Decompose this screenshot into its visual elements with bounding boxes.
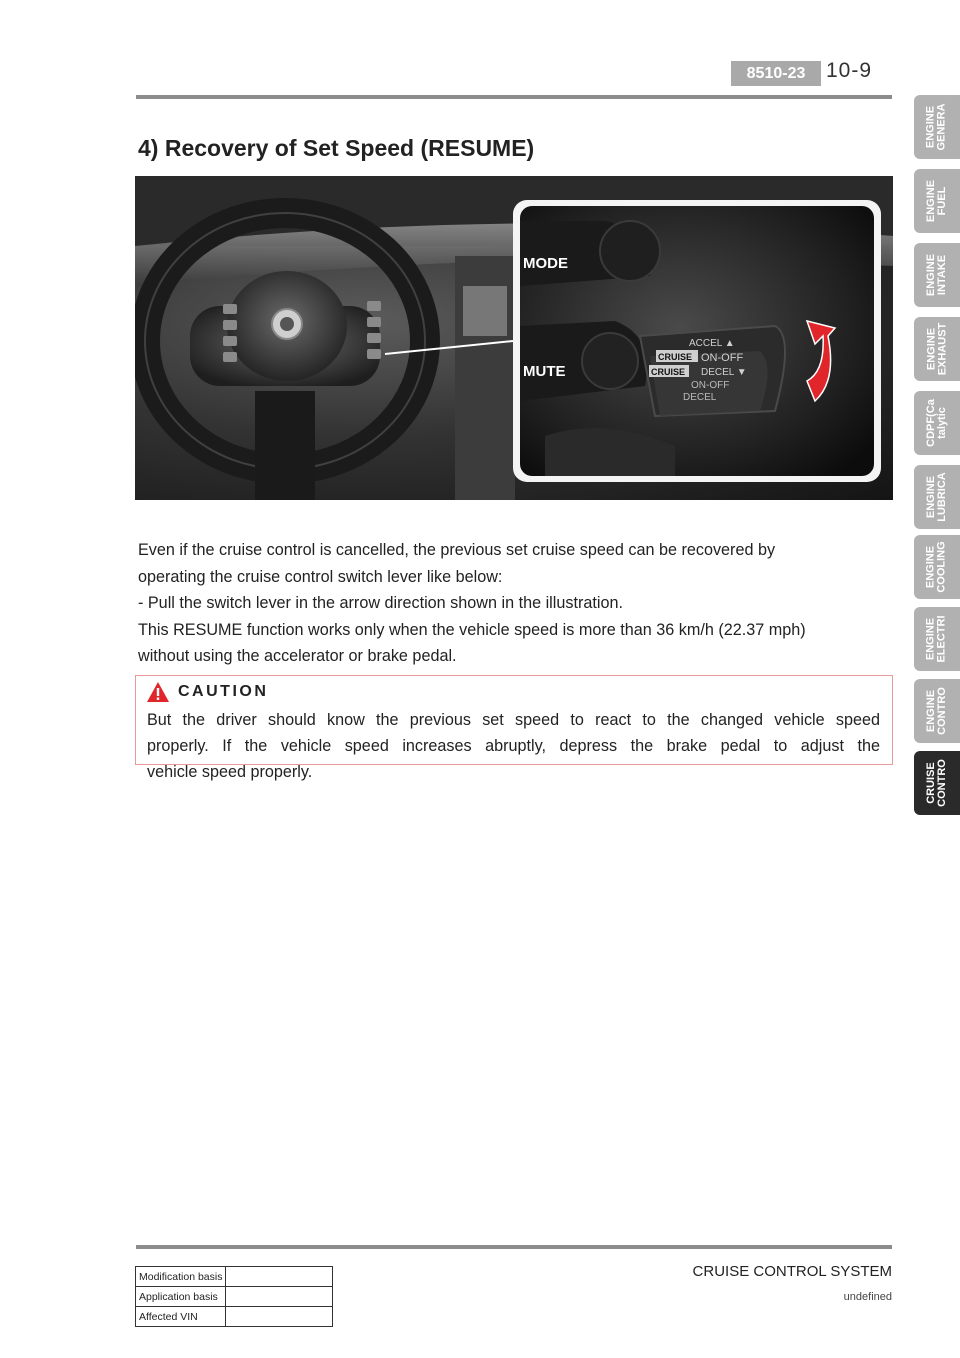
table-cell-label: Modification basis xyxy=(136,1267,226,1287)
table-row xyxy=(136,1287,333,1307)
caution-header xyxy=(146,681,268,703)
tab-label: ENGINE ELECTRI xyxy=(925,615,948,663)
tab-engine-cooling[interactable] xyxy=(914,535,960,599)
paragraph-line: without using the accelerator or brake pedal. xyxy=(138,647,457,665)
mode-label: MODE xyxy=(523,255,568,272)
cruise-label-upper: CRUISE xyxy=(658,352,693,362)
tab-label: CDPF(Ca talytic xyxy=(925,399,949,447)
table-cell-value xyxy=(226,1287,333,1307)
footer-divider xyxy=(136,1245,892,1249)
tab-cruise-control[interactable] xyxy=(914,751,960,815)
paragraph-line: operating the cruise control switch lever like below: xyxy=(138,567,503,586)
tab-engine-general[interactable] xyxy=(914,95,960,159)
caution-title: CAUTION xyxy=(178,683,269,700)
air-vent xyxy=(463,286,507,336)
tab-engine-fuel[interactable] xyxy=(914,169,960,233)
modification-table xyxy=(135,1266,333,1327)
on-off-label-lower: ON-OFF xyxy=(691,380,730,391)
tab-engine-electrical[interactable] xyxy=(914,607,960,671)
table-row xyxy=(136,1267,333,1287)
tab-engine-control[interactable] xyxy=(914,679,960,743)
tab-engine-lubrication[interactable] xyxy=(914,465,960,529)
table-row xyxy=(136,1307,333,1327)
body-text xyxy=(138,537,892,670)
page-number: 10-9 xyxy=(826,59,873,82)
section-title: 4) Recovery of Set Speed (RESUME) xyxy=(138,135,535,161)
section-code-badge: 8510-23 xyxy=(731,61,821,86)
decel-label-lower: DECEL xyxy=(683,392,717,403)
caution-line: vehicle speed properly. xyxy=(147,763,313,781)
tab-engine-exhaust[interactable] xyxy=(914,317,960,381)
caution-text xyxy=(147,707,880,785)
tab-label: ENGINE LUBRICA xyxy=(925,472,948,522)
caution-box xyxy=(135,675,893,781)
steering-wheel-photo xyxy=(135,176,893,500)
steering-wheel-illustration xyxy=(135,176,893,500)
accel-label: ACCEL ▲ xyxy=(689,338,735,349)
paragraph-line: This RESUME function works only when the vehicle speed is more than 36 km/h (22.37 mph) xyxy=(138,620,806,639)
tab-label: ENGINE FUEL xyxy=(925,179,948,223)
tab-label: ENGINE COOLING xyxy=(925,541,948,593)
header-divider xyxy=(136,95,892,99)
tab-label: ENGINE GENERA xyxy=(925,103,948,151)
table-cell-label: Application basis xyxy=(136,1287,226,1307)
tab-label: ENGINE EXHAUST xyxy=(925,322,948,376)
steering-column xyxy=(255,391,315,500)
footer-subtitle: undefined xyxy=(843,1291,892,1303)
caution-line: But the driver should know the previous set speed to react to the changed vehicle speed xyxy=(147,711,880,729)
tab-engine-intake[interactable] xyxy=(914,243,960,307)
mute-label: MUTE xyxy=(523,363,566,380)
tab-label: ENGINE CONTRO xyxy=(925,687,949,735)
warning-triangle-icon xyxy=(146,681,170,703)
table-cell-value xyxy=(226,1307,333,1327)
paragraph-line: Even if the cruise control is cancelled, the previous set cruise speed can be recovered by xyxy=(138,541,776,559)
caution-line: properly. If the vehicle speed increases abruptly, depress the brake pedal to adjust the xyxy=(147,737,880,755)
decel-label-upper: DECEL ▼ xyxy=(701,367,747,378)
table-cell-value xyxy=(226,1267,333,1287)
on-off-label: ON-OFF xyxy=(701,352,744,364)
tab-cdpf[interactable] xyxy=(914,391,960,455)
table-cell-label: Affected VIN xyxy=(136,1307,226,1327)
instruction-line: - Pull the switch lever in the arrow direction shown in the illustration. xyxy=(138,594,623,612)
tab-label: CRUISE CONTRO xyxy=(925,759,949,807)
cruise-label-lower: CRUISE xyxy=(651,367,686,377)
footer-title: CRUISE CONTROL SYSTEM xyxy=(692,1263,892,1280)
tab-label: ENGINE INTAKE xyxy=(925,253,948,297)
